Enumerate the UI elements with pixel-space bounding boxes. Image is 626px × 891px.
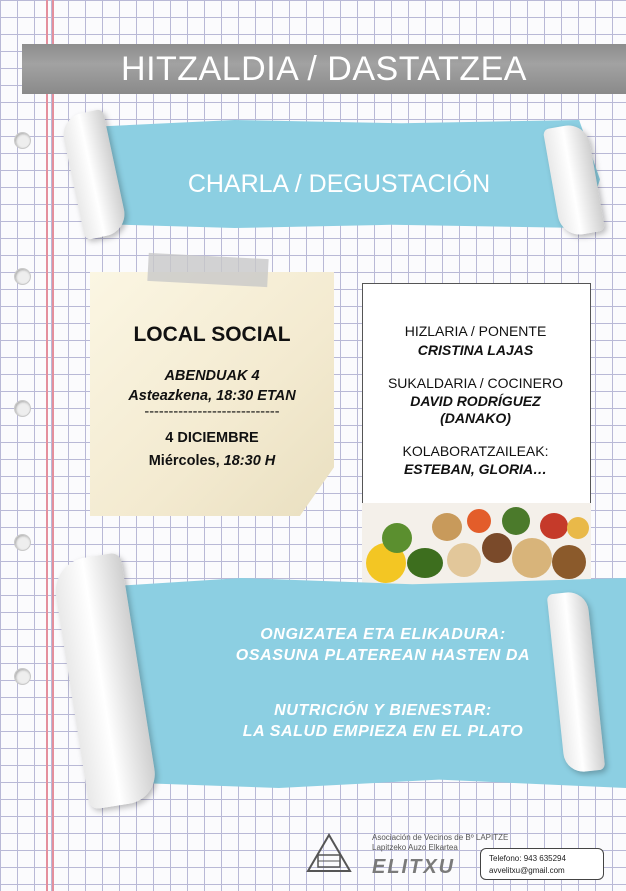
- association-logo-icon: [306, 833, 352, 873]
- cook-name: DAVID RODRÍGUEZ: [410, 393, 541, 409]
- cook-label: SUKALDARIA / COCINERO: [387, 375, 564, 391]
- speaker-label: HIZLARIA / PONENTE: [404, 323, 547, 339]
- cook-org: (DANAKO): [440, 410, 511, 426]
- assoc-name-eu: Lapitzeko Auzo Elkartea: [372, 843, 458, 852]
- margin-line-left: [46, 0, 48, 891]
- es-date: 4 DICIEMBRE: [165, 430, 259, 446]
- contact-email[interactable]: avvelitxu@gmail.com: [489, 866, 565, 875]
- slogan-es-line1: NUTRICIÓN Y BIENESTAR:: [274, 702, 492, 719]
- eu-time: Asteazkena, 18:30 ETAN: [128, 388, 296, 404]
- collab-label: KOLABORATZAILEAK:: [402, 443, 549, 459]
- slogan-eu-line1: ONGIZATEA ETA ELIKADURA:: [260, 626, 506, 643]
- subtitle-text: CHARLA / DEGUSTACIÓN: [187, 170, 491, 198]
- venue-title: LOCAL SOCIAL: [133, 323, 291, 346]
- food-photo: [362, 503, 591, 589]
- slogan-eu-line2: OSASUNA PLATEREAN HASTEN DA: [235, 647, 531, 664]
- collab-names: ESTEBAN, GLORIA…: [403, 461, 548, 477]
- paper-hole-icon: [14, 132, 31, 149]
- paper-hole-icon: [14, 400, 31, 417]
- margin-line-right: [52, 0, 54, 891]
- assoc-name-es: Asociación de Vecinos de Bº LAPITZE: [372, 833, 509, 842]
- eu-date: ABENDUAK 4: [164, 368, 260, 384]
- speaker-name: CRISTINA LAJAS: [417, 342, 534, 358]
- slogan-es-line2: LA SALUD EMPIEZA EN EL PLATO: [242, 723, 524, 740]
- paper-hole-icon: [14, 668, 31, 685]
- page-title: HITZALDIA / DASTATZEA: [121, 50, 527, 88]
- date-separator: ----------------------------: [144, 404, 280, 420]
- contact-box: [480, 848, 604, 880]
- es-day: Miércoles,: [148, 453, 220, 469]
- es-time-line: [90, 453, 334, 469]
- paper-hole-icon: [14, 534, 31, 551]
- es-time: 18:30 H: [223, 453, 276, 469]
- slogan-banner: [92, 578, 626, 788]
- brand-name: ELITXU: [372, 856, 456, 878]
- paper-hole-icon: [14, 268, 31, 285]
- contact-phone: Telefono: 943 635294: [489, 854, 566, 863]
